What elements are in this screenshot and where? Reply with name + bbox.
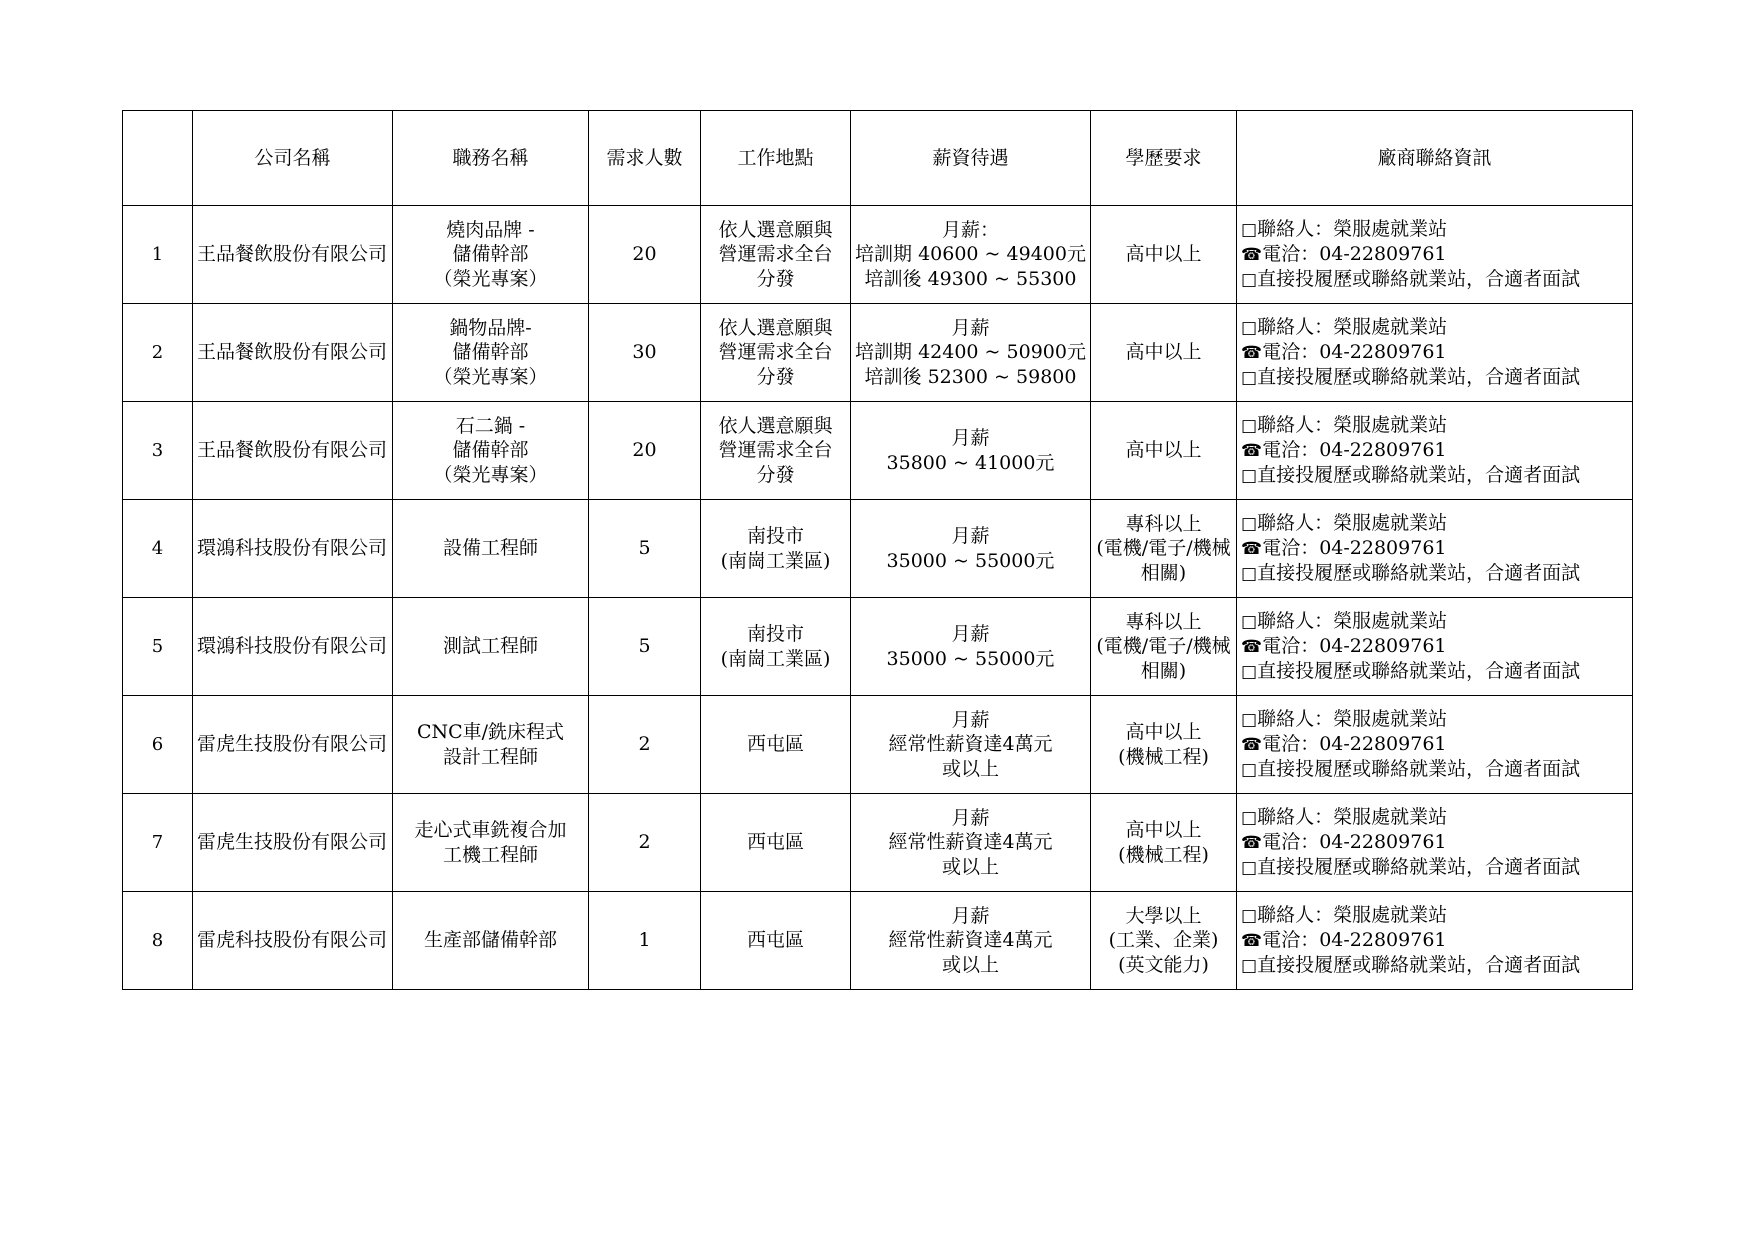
table-row	[123, 304, 1633, 402]
education-requirement	[1091, 500, 1237, 598]
row-index: 2	[123, 304, 193, 402]
job-title-line: （榮光專案）	[433, 463, 548, 486]
salary	[851, 794, 1091, 892]
phone-icon: ☎	[1241, 833, 1263, 854]
header-headcount: 需求人數	[589, 111, 701, 206]
education-requirement-line: (機械工程)	[1118, 745, 1209, 768]
job-title	[393, 892, 589, 990]
job-title-line: 設計工程師	[442, 745, 538, 768]
education-requirement-line: 高中以上	[1125, 819, 1202, 842]
company-name: 環鴻科技股份有限公司	[193, 500, 393, 598]
contact-phone-text: 電洽：04-22809761	[1262, 341, 1447, 364]
contact-person-text: 聯絡人：榮服處就業站	[1257, 708, 1448, 731]
contact-person-text: 聯絡人：榮服處就業站	[1257, 218, 1448, 241]
contact-phone-line	[1241, 634, 1628, 659]
table-row	[123, 598, 1633, 696]
contact-phone-line	[1241, 732, 1628, 757]
checkbox-icon: □	[1241, 759, 1258, 780]
job-title	[393, 598, 589, 696]
header-contact: 廠商聯絡資訊	[1237, 111, 1633, 206]
contact-instruction-line	[1241, 267, 1628, 292]
headcount: 30	[589, 304, 701, 402]
salary	[851, 304, 1091, 402]
contact-info	[1237, 598, 1633, 696]
education-requirement	[1091, 304, 1237, 402]
work-location	[701, 206, 851, 304]
headcount: 5	[589, 500, 701, 598]
header-row	[123, 111, 1633, 206]
contact-instruction-line	[1241, 463, 1628, 488]
contact-person-line	[1241, 511, 1628, 536]
row-index: 5	[123, 598, 193, 696]
phone-icon: ☎	[1241, 931, 1263, 952]
contact-person-text: 聯絡人：榮服處就業站	[1257, 904, 1448, 927]
work-location-line: 西屯區	[746, 929, 804, 952]
row-index: 3	[123, 402, 193, 500]
salary-line: 月薪	[951, 317, 990, 340]
contact-phone-line	[1241, 340, 1628, 365]
salary	[851, 500, 1091, 598]
checkbox-icon: □	[1241, 220, 1258, 241]
checkbox-icon: □	[1241, 710, 1258, 731]
contact-instruction-text: 直接投履歷或聯絡就業站，合適者面試	[1257, 463, 1581, 486]
salary-line: 或以上	[941, 757, 999, 780]
work-location	[701, 892, 851, 990]
contact-phone-line	[1241, 536, 1628, 561]
contact-instruction-line	[1241, 365, 1628, 390]
salary-line: 35000 ~ 55000元	[886, 647, 1055, 670]
education-requirement	[1091, 892, 1237, 990]
contact-phone-text: 電洽：04-22809761	[1262, 831, 1447, 854]
table-row	[123, 206, 1633, 304]
table-row	[123, 500, 1633, 598]
salary-line: 培訓後 52300 ~ 59800	[864, 365, 1077, 388]
header-index	[123, 111, 193, 206]
contact-instruction-text: 直接投履歷或聯絡就業站，合適者面試	[1257, 365, 1581, 388]
job-title-line: 測試工程師	[442, 635, 538, 658]
job-title	[393, 402, 589, 500]
work-location-line: 南投市	[746, 623, 804, 646]
header-company: 公司名稱	[193, 111, 393, 206]
education-requirement	[1091, 696, 1237, 794]
contact-phone-text: 電洽：04-22809761	[1262, 929, 1447, 952]
education-requirement-line: 高中以上	[1125, 341, 1202, 364]
work-location	[701, 500, 851, 598]
salary-line: 月薪	[951, 807, 990, 830]
education-requirement-line: (工業、企業)	[1108, 929, 1219, 952]
checkbox-icon: □	[1241, 318, 1258, 339]
education-requirement	[1091, 598, 1237, 696]
salary	[851, 598, 1091, 696]
salary-line: 35800 ~ 41000元	[886, 451, 1055, 474]
contact-info	[1237, 892, 1633, 990]
phone-icon: ☎	[1241, 539, 1263, 560]
education-requirement	[1091, 794, 1237, 892]
work-location-line: 分發	[756, 365, 795, 388]
contact-person-line	[1241, 413, 1628, 438]
contact-info	[1237, 500, 1633, 598]
checkbox-icon: □	[1241, 514, 1258, 535]
job-title	[393, 500, 589, 598]
job-title-line: 儲備幹部	[452, 341, 529, 364]
contact-info	[1237, 794, 1633, 892]
education-requirement-line: (機械工程)	[1118, 843, 1209, 866]
job-title-line: 燒肉品牌 -	[446, 219, 535, 242]
salary-line: 月薪	[951, 427, 990, 450]
phone-icon: ☎	[1241, 343, 1263, 364]
contact-info	[1237, 402, 1633, 500]
education-requirement-line: 高中以上	[1125, 243, 1202, 266]
contact-person-text: 聯絡人：榮服處就業站	[1257, 414, 1448, 437]
salary-line: 培訓後 49300 ~ 55300	[864, 267, 1077, 290]
contact-phone-text: 電洽：04-22809761	[1262, 733, 1447, 756]
contact-instruction-line	[1241, 659, 1628, 684]
job-title-line: 石二鍋 -	[455, 415, 526, 438]
job-title-line: 生產部儲備幹部	[423, 929, 557, 952]
job-title-line: 走心式車銑複合加	[414, 819, 567, 842]
salary	[851, 696, 1091, 794]
job-title-line: 儲備幹部	[452, 243, 529, 266]
education-requirement-line: 專科以上	[1125, 513, 1202, 536]
contact-person-text: 聯絡人：榮服處就業站	[1257, 610, 1448, 633]
work-location-line: (南崗工業區)	[720, 549, 831, 572]
education-requirement	[1091, 206, 1237, 304]
company-name: 雷虎生技股份有限公司	[193, 696, 393, 794]
phone-icon: ☎	[1241, 245, 1263, 266]
table-row	[123, 402, 1633, 500]
row-index: 8	[123, 892, 193, 990]
contact-person-line	[1241, 217, 1628, 242]
education-requirement-line: (電機/電子/機械相關)	[1096, 635, 1231, 682]
work-location	[701, 794, 851, 892]
contact-phone-text: 電洽：04-22809761	[1262, 439, 1447, 462]
salary	[851, 892, 1091, 990]
contact-person-line	[1241, 315, 1628, 340]
contact-instruction-text: 直接投履歷或聯絡就業站，合適者面試	[1257, 855, 1581, 878]
checkbox-icon: □	[1241, 857, 1258, 878]
job-title-line: CNC車/銑床程式	[416, 721, 565, 744]
contact-phone-text: 電洽：04-22809761	[1262, 243, 1447, 266]
contact-info	[1237, 696, 1633, 794]
checkbox-icon: □	[1241, 612, 1258, 633]
education-requirement-line: 高中以上	[1125, 721, 1202, 744]
job-title-line: 工機工程師	[442, 843, 538, 866]
work-location-line: 營運需求全台	[718, 341, 833, 364]
header-job-title: 職務名稱	[393, 111, 589, 206]
table-row	[123, 696, 1633, 794]
salary-line: 或以上	[941, 855, 999, 878]
job-title-line: 鍋物品牌-	[449, 317, 532, 340]
job-title-line: （榮光專案）	[433, 267, 548, 290]
work-location	[701, 304, 851, 402]
headcount: 2	[589, 696, 701, 794]
contact-instruction-line	[1241, 953, 1628, 978]
work-location-line: 分發	[756, 267, 795, 290]
salary-line: 培訓期 40600 ~ 49400元	[855, 243, 1086, 266]
headcount: 5	[589, 598, 701, 696]
work-location	[701, 696, 851, 794]
job-title	[393, 304, 589, 402]
contact-phone-line	[1241, 242, 1628, 267]
education-requirement	[1091, 402, 1237, 500]
row-index: 6	[123, 696, 193, 794]
contact-person-line	[1241, 903, 1628, 928]
phone-icon: ☎	[1241, 637, 1263, 658]
checkbox-icon: □	[1241, 269, 1258, 290]
table-header	[123, 111, 1633, 206]
contact-instruction-text: 直接投履歷或聯絡就業站，合適者面試	[1257, 659, 1581, 682]
work-location-line: 依人選意願與	[718, 219, 833, 242]
company-name: 雷虎科技股份有限公司	[193, 892, 393, 990]
salary-line: 月薪	[951, 525, 990, 548]
contact-instruction-text: 直接投履歷或聯絡就業站，合適者面試	[1257, 561, 1581, 584]
header-salary: 薪資待遇	[851, 111, 1091, 206]
company-name: 王品餐飲股份有限公司	[193, 206, 393, 304]
checkbox-icon: □	[1241, 661, 1258, 682]
salary-line: 月薪	[951, 623, 990, 646]
education-requirement-line: (英文能力)	[1118, 953, 1209, 976]
salary-line: 培訓期 42400 ~ 50900元	[855, 341, 1086, 364]
contact-person-line	[1241, 805, 1628, 830]
work-location-line: 西屯區	[746, 733, 804, 756]
salary-line: 月薪	[951, 905, 990, 928]
contact-person-text: 聯絡人：榮服處就業站	[1257, 806, 1448, 829]
salary-line: 經常性薪資達4萬元	[888, 831, 1053, 854]
row-index: 1	[123, 206, 193, 304]
company-name: 王品餐飲股份有限公司	[193, 304, 393, 402]
header-worklocation: 工作地點	[701, 111, 851, 206]
table-body	[123, 206, 1633, 990]
checkbox-icon: □	[1241, 416, 1258, 437]
contact-instruction-line	[1241, 855, 1628, 880]
contact-phone-line	[1241, 438, 1628, 463]
job-title	[393, 206, 589, 304]
contact-phone-text: 電洽：04-22809761	[1262, 635, 1447, 658]
salary-line: 月薪：	[941, 219, 999, 242]
contact-instruction-line	[1241, 757, 1628, 782]
job-title	[393, 794, 589, 892]
checkbox-icon: □	[1241, 465, 1258, 486]
contact-instruction-text: 直接投履歷或聯絡就業站，合適者面試	[1257, 953, 1581, 976]
education-requirement-line: 大學以上	[1125, 905, 1202, 928]
contact-instruction-text: 直接投履歷或聯絡就業站，合適者面試	[1257, 267, 1581, 290]
work-location-line: 西屯區	[746, 831, 804, 854]
headcount: 20	[589, 402, 701, 500]
job-listing-table	[122, 110, 1633, 990]
work-location-line: 營運需求全台	[718, 243, 833, 266]
company-name: 雷虎生技股份有限公司	[193, 794, 393, 892]
row-index: 4	[123, 500, 193, 598]
contact-phone-text: 電洽：04-22809761	[1262, 537, 1447, 560]
phone-icon: ☎	[1241, 441, 1263, 462]
work-location-line: (南崗工業區)	[720, 647, 831, 670]
checkbox-icon: □	[1241, 367, 1258, 388]
contact-person-text: 聯絡人：榮服處就業站	[1257, 316, 1448, 339]
checkbox-icon: □	[1241, 955, 1258, 976]
work-location	[701, 598, 851, 696]
contact-instruction-text: 直接投履歷或聯絡就業站，合適者面試	[1257, 757, 1581, 780]
header-education: 學歷要求	[1091, 111, 1237, 206]
work-location-line: 營運需求全台	[718, 439, 833, 462]
work-location-line: 分發	[756, 463, 795, 486]
salary-line: 或以上	[941, 953, 999, 976]
salary-line: 35000 ~ 55000元	[886, 549, 1055, 572]
salary-line: 經常性薪資達4萬元	[888, 733, 1053, 756]
education-requirement-line: 專科以上	[1125, 611, 1202, 634]
checkbox-icon: □	[1241, 906, 1258, 927]
contact-phone-line	[1241, 928, 1628, 953]
salary-line: 月薪	[951, 709, 990, 732]
contact-person-text: 聯絡人：榮服處就業站	[1257, 512, 1448, 535]
job-title-line: 設備工程師	[442, 537, 538, 560]
work-location	[701, 402, 851, 500]
salary-line: 經常性薪資達4萬元	[888, 929, 1053, 952]
contact-phone-line	[1241, 830, 1628, 855]
table-row	[123, 794, 1633, 892]
salary	[851, 402, 1091, 500]
education-requirement-line: 高中以上	[1125, 439, 1202, 462]
headcount: 20	[589, 206, 701, 304]
checkbox-icon: □	[1241, 563, 1258, 584]
company-name: 王品餐飲股份有限公司	[193, 402, 393, 500]
row-index: 7	[123, 794, 193, 892]
job-title	[393, 696, 589, 794]
work-location-line: 依人選意願與	[718, 415, 833, 438]
job-title-line: 儲備幹部	[452, 439, 529, 462]
phone-icon: ☎	[1241, 735, 1263, 756]
work-location-line: 依人選意願與	[718, 317, 833, 340]
contact-info	[1237, 206, 1633, 304]
checkbox-icon: □	[1241, 808, 1258, 829]
salary	[851, 206, 1091, 304]
contact-instruction-line	[1241, 561, 1628, 586]
contact-person-line	[1241, 609, 1628, 634]
job-title-line: （榮光專案）	[433, 365, 548, 388]
table-row	[123, 892, 1633, 990]
work-location-line: 南投市	[746, 525, 804, 548]
education-requirement-line: (電機/電子/機械相關)	[1096, 537, 1231, 584]
headcount: 1	[589, 892, 701, 990]
contact-person-line	[1241, 707, 1628, 732]
contact-info	[1237, 304, 1633, 402]
headcount: 2	[589, 794, 701, 892]
company-name: 環鴻科技股份有限公司	[193, 598, 393, 696]
